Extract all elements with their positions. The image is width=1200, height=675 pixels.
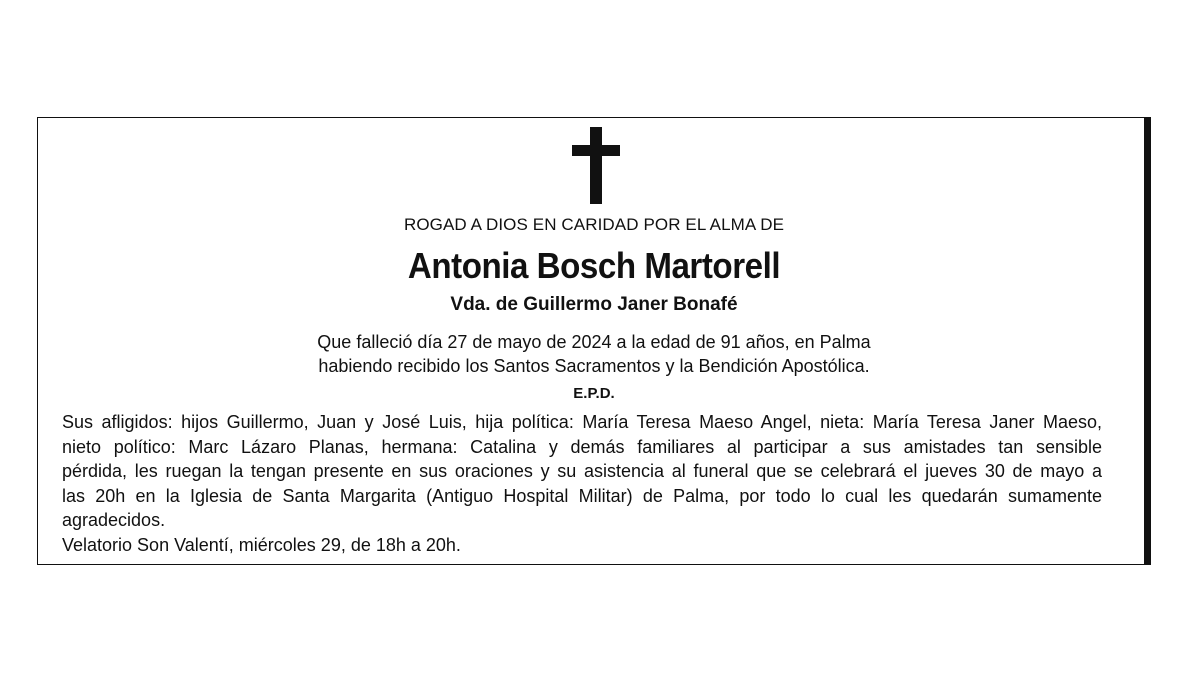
cross-horizontal-bar xyxy=(572,145,620,156)
death-details xyxy=(37,330,1151,378)
prayer-heading: ROGAD A DIOS EN CARIDAD POR EL ALMA DE xyxy=(403,215,785,234)
body-line: nieto político: Marc Lázaro Planas, hermana: Catalina y demás familiares al participar a sus amistades tan sensible xyxy=(62,436,1102,457)
death-details-line-1: Que falleció día 27 de mayo de 2024 a la edad de 91 años, en Palma xyxy=(317,332,871,352)
wake-info-line: Velatorio Son Valentí, miércoles 29, de 18h a 20h. xyxy=(62,534,461,555)
body-line: las 20h en la Iglesia de Santa Margarita (Antiguo Hospital Militar) de Palma, por todo lo cual les quedarán sumamente xyxy=(62,485,1102,506)
widow-of-line: Vda. de Guillermo Janer Bonafé xyxy=(450,294,738,315)
obituary-body xyxy=(62,410,1142,557)
cross-vertical-bar xyxy=(590,127,602,204)
body-line: agradecidos. xyxy=(62,510,166,530)
epd-abbreviation: E.P.D. xyxy=(573,385,615,402)
cross-icon xyxy=(572,127,620,204)
death-details-line-2: habiendo recibido los Santos Sacramentos y la Bendición Apostólica. xyxy=(318,356,870,376)
body-line: Sus afligidos: hijos Guillermo, Juan y José Luis, hija política: María Teresa Maeso Angel, nieta: María Teresa Janer Maeso, xyxy=(62,412,1102,432)
deceased-name: Antonia Bosch Martorell xyxy=(407,245,781,286)
body-line: pérdida, les ruegan la tengan presente en sus oraciones y su asistencia al funeral que se celebrará el jueves 30 de mayo a xyxy=(62,461,1102,481)
